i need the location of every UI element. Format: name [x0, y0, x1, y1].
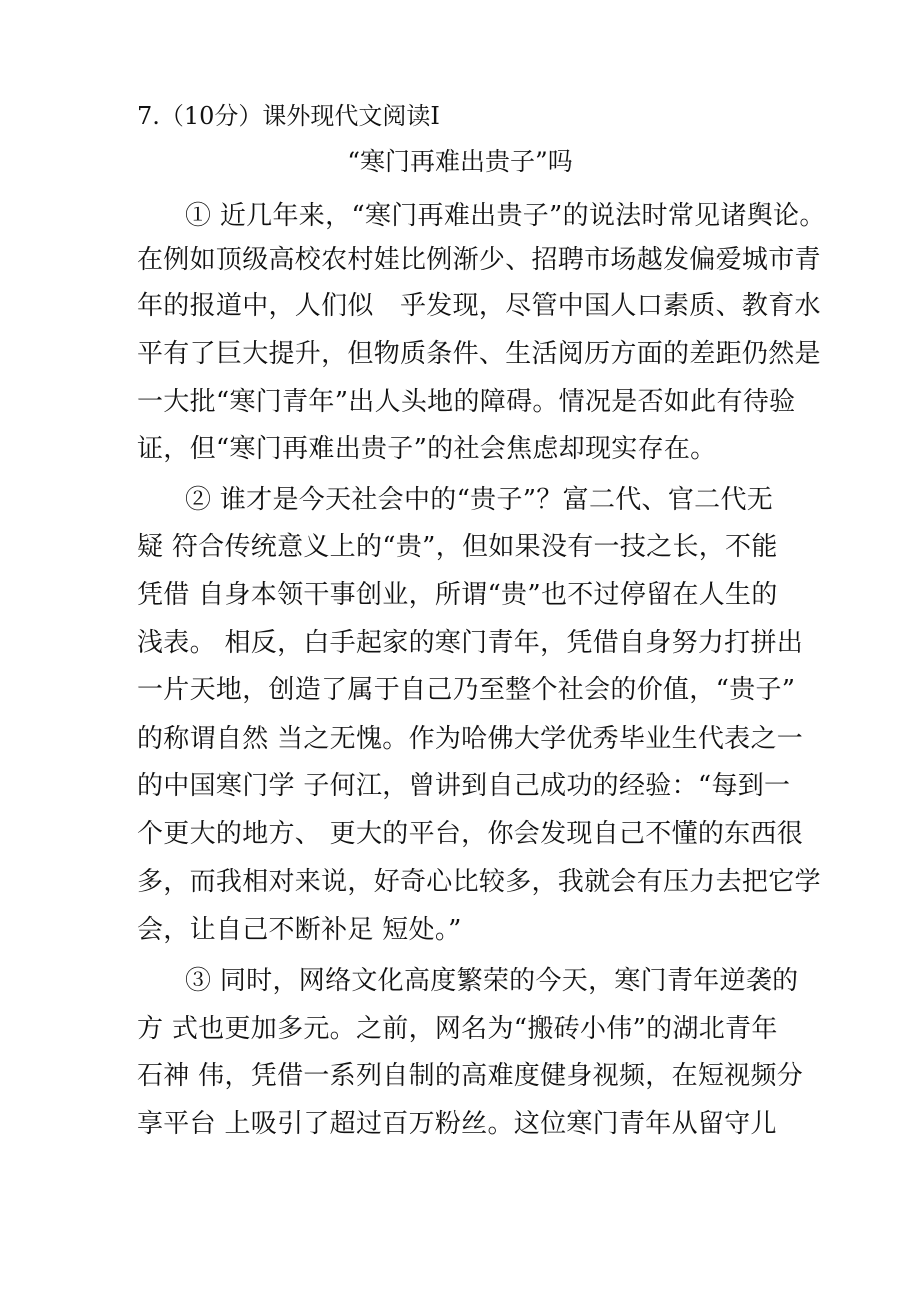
paragraph-2-line-5: 一片天地，创造了属于自己乃至整个社会的价值，“贵子”	[137, 675, 796, 705]
paragraph-2-line-6: 的称谓自然 当之无愧。作为哈佛大学优秀毕业生代表之一	[137, 724, 804, 754]
paragraph-2-line-1: ② 谁才是今天社会中的“贵子”？富二代、官二代无	[185, 485, 774, 515]
paragraph-3-line-4: 享平台 上吸引了超过百万粉丝。这位寒门青年从留守儿	[137, 1109, 777, 1139]
paragraph-1-line-3: 年的报道中，人们似 乎发现，尽管中国人口素质、教育水	[137, 291, 821, 321]
paragraph-2-line-3: 凭借 自身本领干事创业，所谓“贵”也不过停留在人生的	[137, 580, 778, 610]
paragraph-1-line-5: 一大批“寒门青年”出人头地的障碍。情况是否如此有待验	[137, 387, 796, 417]
paragraph-1-line-4: 平有了巨大提升，但物质条件、生活阅历方面的差距仍然是	[137, 339, 821, 369]
paragraph-1-line-6: 证，但“寒门再难出贵子”的社会焦虑却现实存在。	[137, 434, 717, 464]
paragraph-2-line-7: 的中国寒门学 子何江，曾讲到自己成功的经验：“每到一	[137, 771, 791, 801]
paragraph-1-line-1: ① 近几年来，“寒门再难出贵子”的说法时常见诸舆论。	[185, 201, 826, 231]
paragraph-2-line-4: 浅表。 相反，白手起家的寒门青年，凭借自身努力打拼出	[137, 628, 804, 658]
article-title: “寒门再难出贵子”吗	[347, 147, 573, 176]
paragraph-3-line-3: 石神 伟，凭借一系列自制的高难度健身视频，在短视频分	[137, 1061, 804, 1091]
paragraph-2-line-2: 疑 符合传统意义上的“贵”，但如果没有一技之长，不能	[137, 532, 778, 562]
question-header: 7.（10分）课外现代文阅读Ⅰ	[137, 102, 440, 130]
paragraph-2-line-8: 个更大的地方、 更大的平台，你会发现自己不懂的东西很	[137, 819, 804, 849]
paragraph-2-line-10: 会，让自己不断补足 短处。”	[137, 915, 462, 945]
paragraph-2-line-9: 多，而我相对来说，好奇心比较多，我就会有压力去把它学	[137, 867, 821, 897]
paragraph-3-line-2: 方 式也更加多元。之前，网名为“搬砖小伟”的湖北青年	[137, 1014, 778, 1044]
paragraph-1-line-2: 在例如顶级高校农村娃比例渐少、招聘市场越发偏爱城市青	[137, 245, 821, 275]
paragraph-3-line-1: ③ 同时，网络文化高度繁荣的今天，寒门青年逆袭的	[185, 966, 799, 996]
